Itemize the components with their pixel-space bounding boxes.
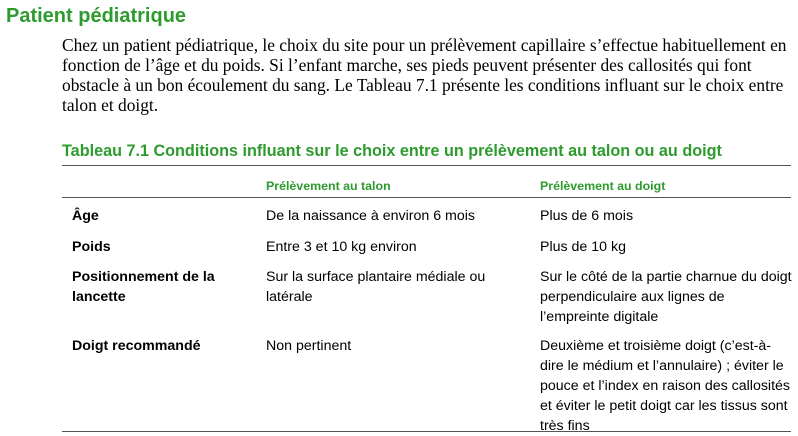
- table-header-rule: [62, 197, 791, 198]
- cell-age-heel: De la naissance à environ 6 mois: [266, 208, 475, 224]
- table-top-rule: [62, 165, 791, 166]
- cell-recommended-finger: Deuxième et troisième doigt (c’est-à-dire le médium et l’annulaire) ; éviter le pouce et l’index en raison des callosités et éviter le petit doigt car les tissus sont très fins: [540, 338, 791, 434]
- intro-paragraph: Chez un patient pédiatrique, le choix du site pour un prélèvement capillaire s’effectue habituellement en fonction de l’âge et du poids. Si l’enfant marche, ses pieds peuvent présenter des callosités qui font obstacle à un bon écoulement du sang. Le Tableau 7.1 présente les conditions influant sur le choix entre talon et doigt.: [62, 35, 787, 115]
- section-title: Patient pédiatrique: [6, 5, 187, 27]
- header-heel: Prélèvement au talon: [266, 179, 391, 193]
- cell-recommended-heel: Non pertinent: [266, 338, 352, 354]
- row-label-weight: Poids: [72, 239, 111, 255]
- cell-lancet-heel: Sur la surface plantaire médiale ou latérale: [266, 269, 486, 305]
- cell-lancet-finger: Sur le côté de la partie charnue du doigt perpendiculaire aux lignes de l’empreinte digitale: [540, 269, 792, 325]
- header-finger: Prélèvement au doigt: [540, 179, 666, 193]
- table-title: Tableau 7.1 Conditions influant sur le choix entre un prélèvement au talon ou au doigt: [62, 142, 722, 160]
- table-bottom-rule: [62, 431, 791, 432]
- cell-weight-finger: Plus de 10 kg: [540, 239, 626, 255]
- row-label-recommended-finger: Doigt recommandé: [72, 338, 201, 354]
- row-label-age: Âge: [72, 208, 99, 224]
- cell-weight-heel: Entre 3 et 10 kg environ: [266, 239, 417, 255]
- row-label-lancet-position: Positionnement de la lancette: [72, 269, 215, 305]
- cell-age-finger: Plus de 6 mois: [540, 208, 634, 224]
